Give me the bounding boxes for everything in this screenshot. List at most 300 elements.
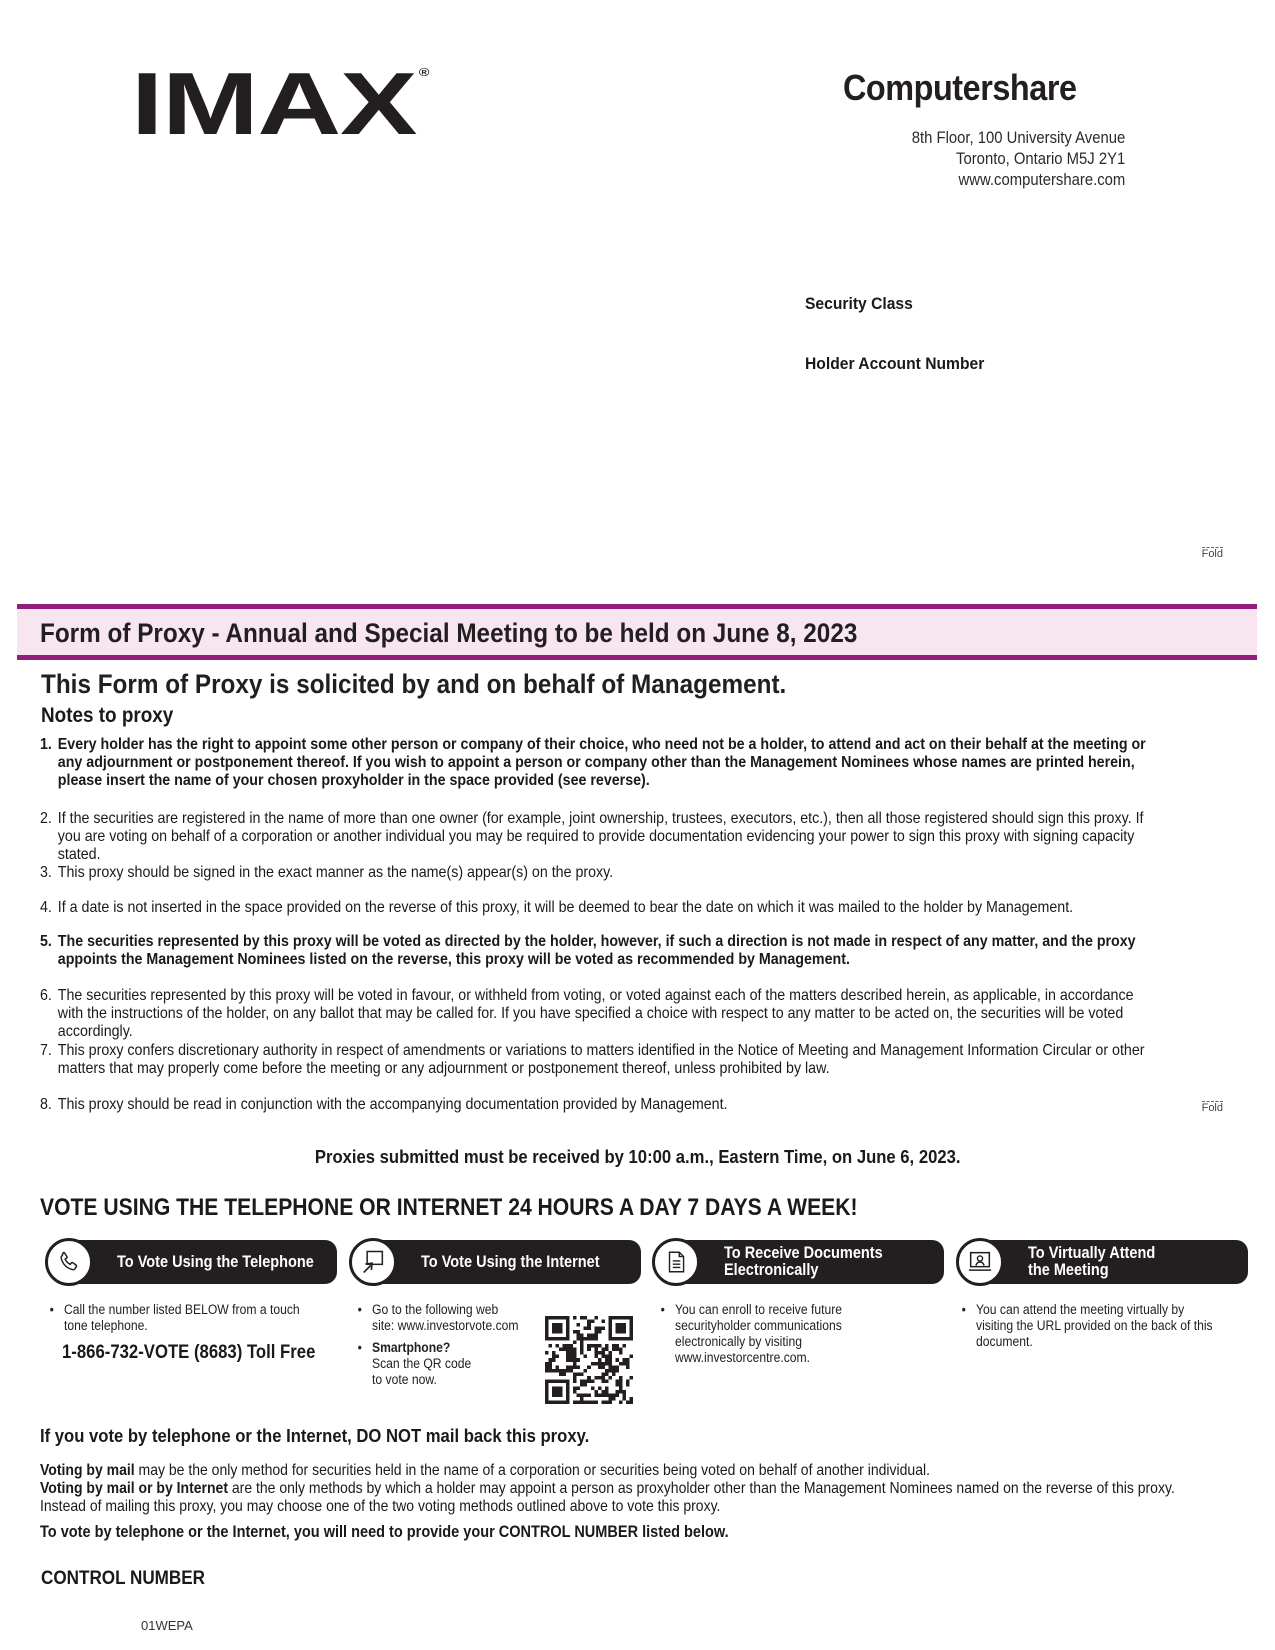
- qr-module: [587, 1327, 591, 1331]
- qr-module: [598, 1362, 602, 1366]
- qr-module: [591, 1362, 595, 1366]
- qr-module: [587, 1393, 591, 1397]
- smartphone-label: Smartphone?: [372, 1340, 451, 1355]
- solicitation-heading: This Form of Proxy is solicited by and on behalf of Management.: [41, 669, 787, 699]
- note-number: 3.: [40, 864, 52, 881]
- registered-mark: ®: [418, 67, 429, 79]
- note-text: This proxy should be read in conjunction with the accompanying documentation provided by Management.: [57, 1096, 728, 1113]
- cursor-click-icon: [349, 1238, 397, 1286]
- qr-module: [605, 1393, 609, 1397]
- qr-module: [577, 1337, 581, 1341]
- qr-module: [563, 1348, 567, 1352]
- qr-module: [622, 1344, 626, 1348]
- qr-module: [570, 1355, 574, 1359]
- attend-label-line-1: To Virtually Attend: [1028, 1244, 1156, 1262]
- qr-module: [573, 1390, 577, 1394]
- note-number: 2.: [40, 810, 52, 827]
- qr-module: [612, 1344, 616, 1348]
- qr-module: [615, 1365, 619, 1369]
- note-item: [40, 1096, 1161, 1116]
- qr-module: [573, 1341, 577, 1345]
- qr-module: [619, 1362, 623, 1366]
- qr-module: [556, 1355, 560, 1359]
- form-code: 01WEPA: [141, 1618, 193, 1633]
- qr-module: [580, 1379, 584, 1383]
- qr-module: [566, 1369, 570, 1373]
- qr-module: [598, 1351, 602, 1355]
- video-meeting-icon: [956, 1238, 1004, 1286]
- qr-module: [605, 1369, 609, 1373]
- qr-module: [615, 1344, 619, 1348]
- qr-module: [591, 1400, 595, 1404]
- qr-module: [587, 1323, 591, 1327]
- telephone-method: [45, 1238, 337, 1286]
- qr-module: [601, 1327, 605, 1331]
- qr-module: [612, 1369, 616, 1373]
- qr-module: [570, 1365, 574, 1369]
- qr-module: [566, 1365, 570, 1369]
- qr-module: [573, 1376, 577, 1380]
- qr-module: [598, 1344, 602, 1348]
- qr-module: [601, 1320, 605, 1324]
- qr-finder-pattern: [615, 1323, 626, 1334]
- computershare-logo: [843, 67, 1077, 108]
- qr-module: [584, 1383, 588, 1387]
- qr-module: [626, 1362, 630, 1366]
- smartphone-instruction: [357, 1340, 525, 1388]
- qr-module: [608, 1355, 612, 1359]
- qr-code[interactable]: [545, 1316, 633, 1404]
- qr-module: [545, 1351, 549, 1355]
- qr-module: [552, 1369, 556, 1373]
- qr-module: [598, 1330, 602, 1334]
- qr-module: [605, 1386, 609, 1390]
- note-number: 5.: [40, 933, 52, 950]
- note-item: [40, 1042, 1161, 1080]
- note-item: [40, 933, 1161, 971]
- qr-module: [612, 1397, 616, 1401]
- attend-label-line-2: the Meeting: [1028, 1261, 1109, 1279]
- qr-module: [577, 1372, 581, 1376]
- qr-module: [622, 1358, 626, 1362]
- qr-module: [587, 1379, 591, 1383]
- qr-module: [598, 1376, 602, 1380]
- security-class-label: Security Class: [805, 294, 913, 313]
- qr-module: [573, 1355, 577, 1359]
- title-band: [17, 604, 1257, 660]
- documents-instruction-text: [660, 1302, 911, 1366]
- fold-mark-bottom: Fold: [1201, 1102, 1223, 1114]
- qr-module: [594, 1390, 598, 1394]
- qr-module: [584, 1316, 588, 1320]
- qr-module: [549, 1344, 553, 1348]
- qr-module: [608, 1362, 612, 1366]
- qr-module: [601, 1376, 605, 1380]
- qr-module: [598, 1358, 602, 1362]
- qr-module: [601, 1348, 605, 1352]
- qr-module: [619, 1386, 623, 1390]
- voting-mail-rest-1: may be the only method for securities held in the name of a corporation or securities being voted on behalf of another individual.: [134, 1462, 930, 1479]
- qr-module: [608, 1400, 612, 1404]
- note-number: 1.: [40, 736, 52, 753]
- qr-module: [584, 1393, 588, 1397]
- qr-module: [580, 1383, 584, 1387]
- documents-method: [652, 1238, 944, 1286]
- qr-module: [563, 1369, 567, 1373]
- qr-module: [615, 1369, 619, 1373]
- qr-module: [601, 1372, 605, 1376]
- qr-module: [601, 1351, 605, 1355]
- qr-module: [549, 1365, 553, 1369]
- qr-module: [556, 1344, 560, 1348]
- qr-module: [580, 1372, 584, 1376]
- notes-list: [40, 736, 1161, 1116]
- deadline-notice: [0, 1146, 1275, 1168]
- qr-module: [626, 1400, 630, 1404]
- address-line-2: Toronto, Ontario M5J 2Y1: [955, 150, 1125, 168]
- qr-module: [545, 1365, 549, 1369]
- notes-title: Notes to proxy: [41, 704, 174, 727]
- qr-module: [615, 1390, 619, 1394]
- qr-module: [601, 1365, 605, 1369]
- qr-module: [619, 1383, 623, 1387]
- attend-method-label: [1028, 1245, 1155, 1279]
- qr-module: [587, 1348, 591, 1352]
- note-text: The securities represented by this proxy will be voted in favour, or withheld from voting, or voted against each of the matters described herein, as applicable, in accordance with the instructions of the holder, on any ballot that may be called for. If you have specified a choice with respect to any matter to be acted on, the securities will be voted accordingly.: [57, 987, 1134, 1040]
- documents-text: You can enroll to receive future securityholder communications electronically by visiting www.investorcentre.com.: [675, 1302, 843, 1365]
- qr-module: [559, 1348, 563, 1352]
- qr-module: [605, 1344, 609, 1348]
- telephone-instructions: [49, 1302, 334, 1364]
- qr-module: [584, 1400, 588, 1404]
- qr-module: [605, 1372, 609, 1376]
- document-icon: [652, 1238, 700, 1286]
- qr-module: [594, 1400, 598, 1404]
- note-item: [40, 810, 1161, 863]
- qr-module: [594, 1362, 598, 1366]
- qr-module: [552, 1355, 556, 1359]
- qr-module: [570, 1351, 574, 1355]
- qr-module: [577, 1334, 581, 1338]
- note-text: If a date is not inserted in the space provided on the reverse of this proxy, it will be deemed to bear the date on which it was mailed to the holder by Management.: [57, 899, 1074, 916]
- holder-account-number-label: Holder Account Number: [805, 354, 985, 373]
- qr-module: [605, 1390, 609, 1394]
- qr-module: [587, 1400, 591, 1404]
- qr-module: [615, 1379, 619, 1383]
- qr-module: [622, 1397, 626, 1401]
- qr-module: [580, 1393, 584, 1397]
- qr-module: [608, 1376, 612, 1380]
- qr-module: [545, 1369, 549, 1373]
- qr-module: [622, 1390, 626, 1394]
- qr-module: [566, 1344, 570, 1348]
- documents-method-label: [724, 1245, 883, 1279]
- qr-module: [594, 1327, 598, 1331]
- qr-module: [591, 1334, 595, 1338]
- qr-module: [594, 1330, 598, 1334]
- qr-module: [584, 1355, 588, 1359]
- qr-module: [563, 1372, 567, 1376]
- telephone-icon: [45, 1238, 93, 1286]
- computershare-logo-text: Computershare: [843, 67, 1077, 108]
- note-number: 6.: [40, 987, 52, 1004]
- qr-module: [559, 1369, 563, 1373]
- qr-code-graphic: [545, 1316, 633, 1404]
- smartphone-line-1: Scan the QR code: [372, 1356, 472, 1371]
- qr-module: [594, 1355, 598, 1359]
- qr-module: [619, 1390, 623, 1394]
- qr-module: [556, 1369, 560, 1373]
- qr-module: [629, 1376, 633, 1380]
- documents-instructions: [660, 1302, 925, 1366]
- qr-module: [556, 1365, 560, 1369]
- qr-module: [573, 1362, 577, 1366]
- qr-module: [629, 1397, 633, 1401]
- qr-module: [584, 1379, 588, 1383]
- attend-instructions: [961, 1302, 1238, 1350]
- note-text: Every holder has the right to appoint some other person or company of their choice, who need not be a holder, to attend and act on their behalf at the meeting or any adjournment or postponement thereof. If you wish to appoint a person or company other than the Management Nominees whose names are printed herein, please insert the name of your chosen proxyholder in the space provided (see reverse).: [57, 736, 1146, 789]
- imax-logo: [131, 54, 429, 153]
- qr-module: [608, 1351, 612, 1355]
- qr-module: [601, 1355, 605, 1359]
- note-item: [40, 899, 1161, 919]
- note-text: This proxy should be signed in the exact manner as the name(s) appear(s) on the proxy.: [57, 864, 614, 881]
- qr-finder-pattern: [552, 1386, 563, 1397]
- qr-module: [580, 1348, 584, 1352]
- qr-module: [570, 1369, 574, 1373]
- control-number-note: To vote by telephone or the Internet, you will need to provide your CONTROL NUMBER listed below.: [40, 1523, 729, 1541]
- voting-mail-line-2: [40, 1480, 1195, 1498]
- qr-module: [601, 1390, 605, 1394]
- qr-module: [594, 1376, 598, 1380]
- note-number: 8.: [40, 1096, 52, 1113]
- voting-mail-bold-2: Voting by mail or by Internet: [40, 1480, 228, 1497]
- form-title: Form of Proxy - Annual and Special Meeting to be held on June 8, 2023: [40, 618, 858, 648]
- qr-module: [584, 1369, 588, 1373]
- qr-module: [601, 1400, 605, 1404]
- qr-module: [605, 1379, 609, 1383]
- telephone-number: 1-866-732-VOTE (8683) Toll Free: [62, 1342, 316, 1363]
- qr-module: [626, 1358, 630, 1362]
- note-item: [40, 987, 1161, 1040]
- note-text: If the securities are registered in the name of more than one owner (for example, joint ownership, trustees, executors, etc.), then all those registered should sign this proxy. If you are voting on behalf of a corporation or another individual you may be required to provide documentation evidencing your power to sign this proxy with signing capacity stated.: [57, 810, 1144, 863]
- note-item: [40, 736, 1161, 792]
- qr-module: [608, 1365, 612, 1369]
- qr-module: [605, 1362, 609, 1366]
- note-text: This proxy confers discretionary authority in respect of amendments or variations to matters identified in the Notice of Meeting and Management Information Circular or other matters that may properly come before the meeting or any adjournment or postponement thereof, unless prohibited by law.: [57, 1042, 1145, 1077]
- qr-module: [629, 1400, 633, 1404]
- qr-module: [601, 1393, 605, 1397]
- qr-module: [587, 1344, 591, 1348]
- internet-method: [349, 1238, 641, 1286]
- qr-module: [622, 1362, 626, 1366]
- deadline-text: Proxies submitted must be received by 10:00 a.m., Eastern Time, on June 6, 2023.: [314, 1146, 961, 1167]
- attend-instruction-text: [961, 1302, 1224, 1350]
- internet-instructions: [357, 1302, 542, 1388]
- qr-module: [577, 1323, 581, 1327]
- voting-mail-line-1: [40, 1462, 1195, 1480]
- note-number: 4.: [40, 899, 52, 916]
- qr-module: [573, 1372, 577, 1376]
- qr-module: [619, 1400, 623, 1404]
- telephone-method-label: To Vote Using the Telephone: [117, 1253, 314, 1271]
- qr-module: [577, 1393, 581, 1397]
- internet-method-label: To Vote Using the Internet: [421, 1253, 600, 1271]
- control-number-label: CONTROL NUMBER: [41, 1568, 206, 1589]
- qr-module: [619, 1348, 623, 1352]
- qr-module: [612, 1393, 616, 1397]
- qr-module: [580, 1344, 584, 1348]
- qr-module: [615, 1383, 619, 1387]
- bullet: •: [357, 1340, 362, 1355]
- qr-module: [626, 1379, 630, 1383]
- qr-module: [615, 1348, 619, 1352]
- qr-module: [577, 1330, 581, 1334]
- qr-module: [566, 1348, 570, 1352]
- qr-module: [608, 1393, 612, 1397]
- bullet: •: [49, 1302, 54, 1317]
- qr-module: [612, 1365, 616, 1369]
- qr-module: [587, 1334, 591, 1338]
- qr-module: [577, 1365, 581, 1369]
- documents-label-line-1: To Receive Documents: [724, 1244, 883, 1262]
- qr-module: [559, 1372, 563, 1376]
- computershare-address: [911, 128, 1125, 191]
- qr-module: [549, 1358, 553, 1362]
- qr-module: [580, 1337, 584, 1341]
- qr-module: [587, 1365, 591, 1369]
- qr-module: [619, 1379, 623, 1383]
- qr-module: [577, 1400, 581, 1404]
- qr-module: [598, 1393, 602, 1397]
- qr-module: [598, 1386, 602, 1390]
- qr-module: [608, 1358, 612, 1362]
- qr-module: [605, 1400, 609, 1404]
- internet-instruction-text: [357, 1302, 525, 1334]
- qr-module: [573, 1400, 577, 1404]
- documents-label-line-2: Electronically: [724, 1261, 819, 1279]
- qr-module: [584, 1337, 588, 1341]
- note-text: The securities represented by this proxy will be voted as directed by the holder, however, if such a direction is not made in respect of any matter, and the proxy appoints the Management Nominees listed on the reverse, this proxy will be voted as recommended by Management.: [57, 933, 1136, 968]
- qr-module: [580, 1351, 584, 1355]
- qr-module: [594, 1334, 598, 1338]
- note-item: [40, 864, 1161, 884]
- qr-module: [626, 1383, 630, 1387]
- qr-module: [587, 1337, 591, 1341]
- imax-logo-text: IMAX: [131, 54, 417, 153]
- qr-module: [573, 1358, 577, 1362]
- qr-module: [587, 1320, 591, 1324]
- internet-text-line-2: site: www.investorvote.com: [372, 1318, 519, 1333]
- qr-module: [573, 1386, 577, 1390]
- qr-module: [591, 1386, 595, 1390]
- qr-module: [594, 1348, 598, 1352]
- voting-mail-bold-1: Voting by mail: [40, 1462, 135, 1479]
- qr-module: [573, 1316, 577, 1320]
- qr-module: [573, 1379, 577, 1383]
- qr-module: [552, 1351, 556, 1355]
- qr-module: [608, 1397, 612, 1401]
- qr-module: [615, 1358, 619, 1362]
- qr-module: [591, 1337, 595, 1341]
- attend-method: [956, 1238, 1248, 1286]
- qr-module: [577, 1386, 581, 1390]
- qr-module: [573, 1348, 577, 1352]
- qr-module: [570, 1344, 574, 1348]
- smartphone-line-2: to vote now.: [372, 1372, 437, 1387]
- qr-module: [605, 1348, 609, 1352]
- qr-module: [591, 1344, 595, 1348]
- bullet: •: [961, 1302, 966, 1317]
- note-number: 7.: [40, 1042, 52, 1059]
- qr-module: [594, 1393, 598, 1397]
- voting-mail-rest-2: are the only methods by which a holder may appoint a person as proxyholder other than the Management Nominees named on the reverse of this proxy.: [227, 1480, 1175, 1497]
- qr-module: [566, 1355, 570, 1359]
- qr-module: [549, 1369, 553, 1373]
- qr-module: [580, 1316, 584, 1320]
- qr-module: [566, 1358, 570, 1362]
- address-line-1: 8th Floor, 100 University Avenue: [911, 129, 1125, 147]
- voting-by-mail-paragraph: [40, 1462, 1195, 1516]
- telephone-instruction-text: [49, 1302, 325, 1334]
- telephone-text: Call the number listed BELOW from a touch tone telephone.: [64, 1302, 300, 1333]
- qr-module: [570, 1358, 574, 1362]
- internet-text-line-1: Go to the following web: [372, 1302, 499, 1317]
- qr-module: [594, 1316, 598, 1320]
- qr-module: [619, 1376, 623, 1380]
- qr-module: [615, 1393, 619, 1397]
- qr-module: [594, 1344, 598, 1348]
- qr-module: [573, 1330, 577, 1334]
- qr-module: [622, 1393, 626, 1397]
- qr-module: [580, 1341, 584, 1345]
- qr-module: [587, 1376, 591, 1380]
- qr-module: [601, 1362, 605, 1366]
- voting-mail-line-3: Instead of mailing this proxy, you may choose one of the two voting methods outlined above to vote this proxy.: [40, 1498, 721, 1515]
- qr-module: [580, 1400, 584, 1404]
- qr-module: [605, 1355, 609, 1359]
- qr-module: [605, 1358, 609, 1362]
- address-line-3: www.computershare.com: [958, 171, 1125, 189]
- attend-text: You can attend the meeting virtually by visiting the URL provided on the back of this document.: [976, 1302, 1213, 1349]
- qr-module: [563, 1344, 567, 1348]
- qr-module: [591, 1379, 595, 1383]
- qr-finder-pattern: [552, 1323, 563, 1334]
- qr-module: [566, 1351, 570, 1355]
- qr-module: [552, 1358, 556, 1362]
- qr-module: [598, 1365, 602, 1369]
- qr-module: [594, 1337, 598, 1341]
- qr-module: [629, 1355, 633, 1359]
- qr-module: [545, 1362, 549, 1366]
- qr-module: [577, 1358, 581, 1362]
- bullet: •: [357, 1302, 362, 1317]
- qr-module: [549, 1362, 553, 1366]
- qr-module: [626, 1365, 630, 1369]
- do-not-mail-notice: If you vote by telephone or the Internet, DO NOT mail back this proxy.: [40, 1425, 590, 1446]
- qr-module: [598, 1327, 602, 1331]
- qr-module: [619, 1351, 623, 1355]
- qr-module: [580, 1334, 584, 1338]
- qr-module: [608, 1369, 612, 1373]
- qr-module: [584, 1327, 588, 1331]
- qr-module: [601, 1379, 605, 1383]
- qr-module: [580, 1397, 584, 1401]
- qr-module: [612, 1372, 616, 1376]
- qr-module: [591, 1320, 595, 1324]
- vote-heading: VOTE USING THE TELEPHONE OR INTERNET 24 HOURS A DAY 7 DAYS A WEEK!: [40, 1194, 858, 1221]
- bullet: •: [660, 1302, 665, 1317]
